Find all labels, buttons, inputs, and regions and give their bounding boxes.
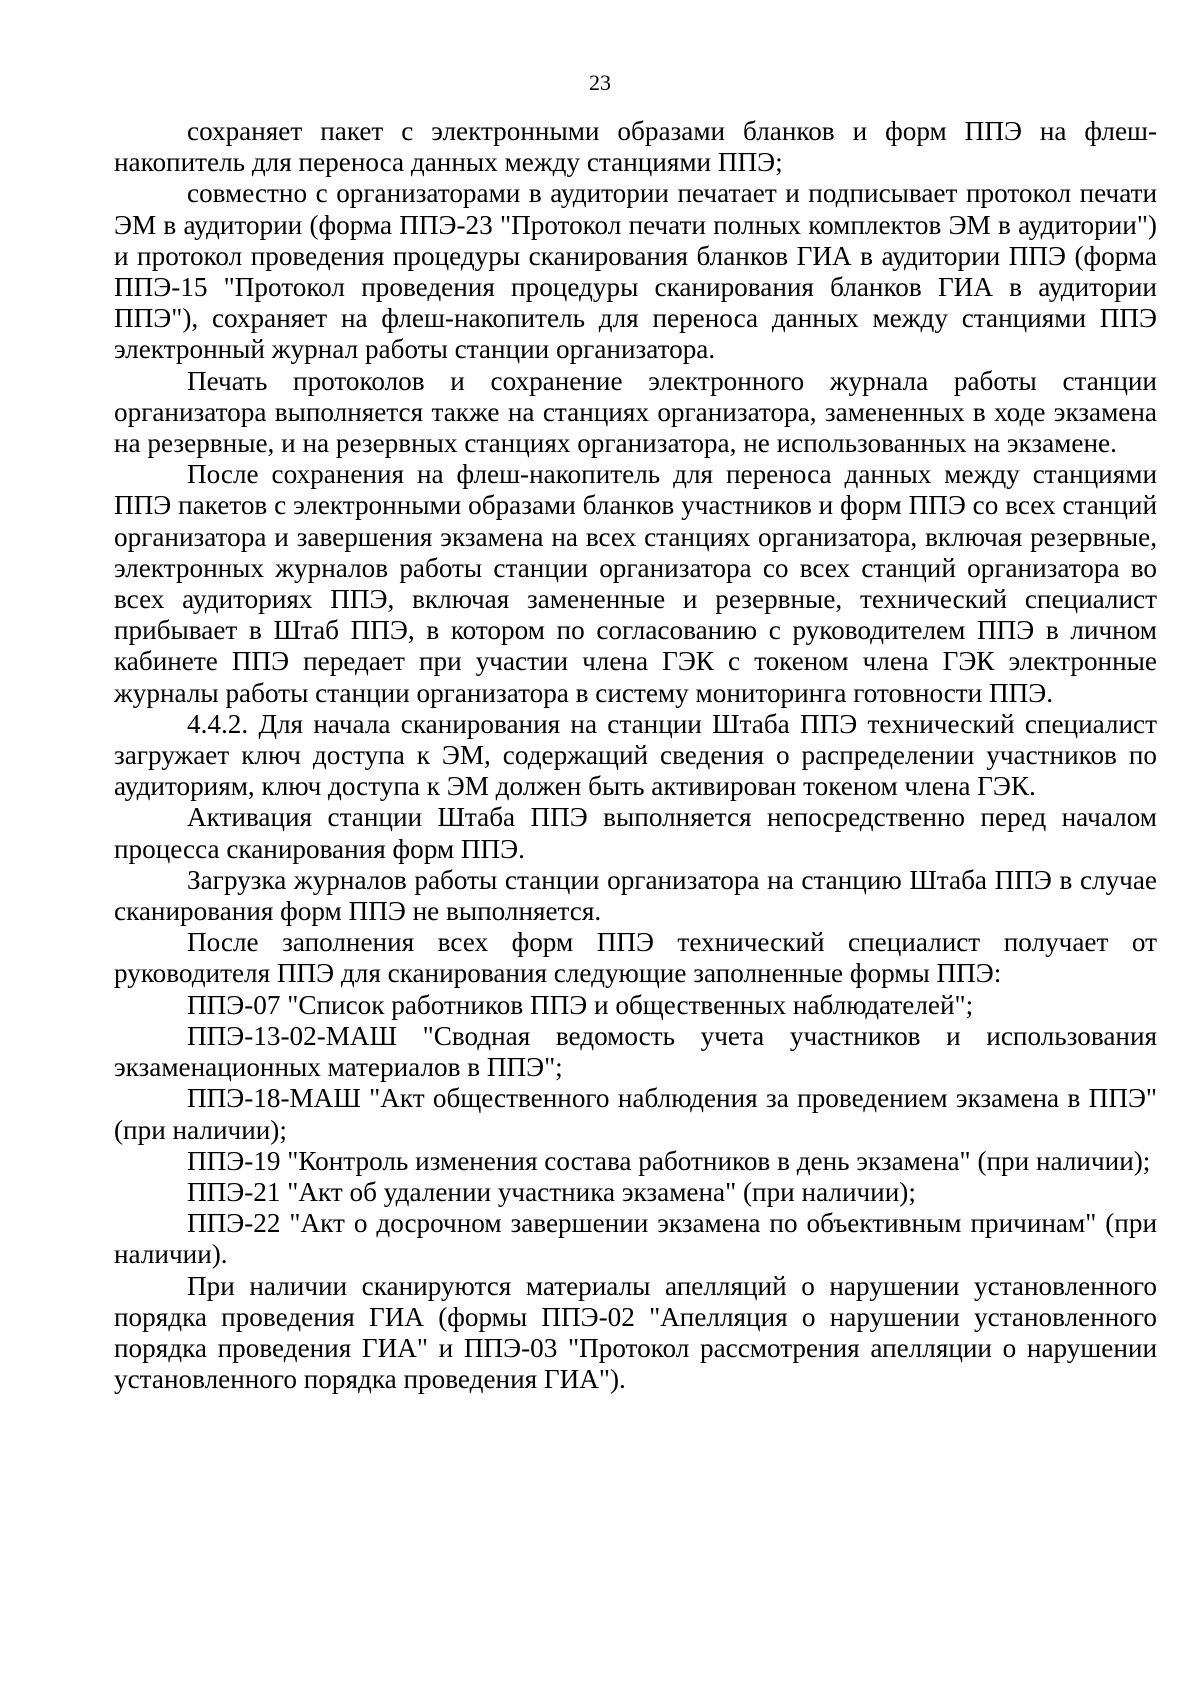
paragraph-save-package: сохраняет пакет с электронными образами бланков и форм ППЭ на флеш-накопитель для переноса данных между станциями ППЭ; xyxy=(114,116,1157,178)
form-item-ppe-18: ППЭ-18-МАШ "Акт общественного наблюдения за проведением экзамена в ППЭ" (при наличии); xyxy=(114,1083,1157,1145)
form-item-ppe-22: ППЭ-22 "Акт о досрочном завершении экзамена по объективным причинам" (при наличии). xyxy=(114,1208,1157,1270)
paragraph-appeals: При наличии сканируются материалы апелляций о нарушении установленного порядка проведения ГИА (формы ППЭ-02 "Апелляция о нарушении установленного порядка проведения ГИА" и ППЭ-03 "Протокол рассмотрения апелляции о нарушении установленного порядка проведения ГИА"). xyxy=(114,1270,1157,1395)
form-item-ppe-13-02: ППЭ-13-02-МАШ "Сводная ведомость учета участников и использования экзаменационных материалов в ППЭ"; xyxy=(114,1020,1157,1083)
form-item-ppe-19: ППЭ-19 "Контроль изменения состава работников в день экзамена" (при наличии); xyxy=(187,1145,1151,1176)
paragraph-after-saving: После сохранения на флеш-накопитель для переноса данных между станциями ППЭ пакетов с электронными образами бланков участников и форм ППЭ со всех станций организатора и завершения экзамена на всех станциях организатора, включая резервные, электронных журналов работы станции организатора со всех станций организатора во всех аудиториях ППЭ, включая замененные и резервные, технический специалист прибывает в Штаб ППЭ, в котором по согласованию с руководителем ППЭ в личном кабинете ППЭ передает при участии члена ГЭК с токеном члена ГЭК электронные журналы работы станции организатора в систему мониторинга готовности ППЭ. xyxy=(114,459,1157,708)
paragraph-print-protocols: совместно с организаторами в аудитории печатает и подписывает протокол печати ЭМ в аудитории (форма ППЭ-23 "Протокол печати полных комплектов ЭМ в аудитории") и протокол проведения процедуры сканирования бланков ГИА в аудитории ППЭ (форма ППЭ-15 "Протокол проведения процедуры сканирования бланков ГИА в аудитории ППЭ"), сохраняет на флеш-накопитель для переноса данных между станциями ППЭ электронный журнал работы станции организатора. xyxy=(114,178,1157,365)
paragraph-forms-intro: После заполнения всех форм ППЭ технический специалист получает от руководителя ППЭ для сканирования следующие заполненные формы ППЭ: xyxy=(114,927,1157,989)
paragraph-journal-loading: Загрузка журналов работы станции организатора на станцию Штаба ППЭ в случае сканирования форм ППЭ не выполняется. xyxy=(114,864,1157,927)
form-item-ppe-21: ППЭ-21 "Акт об удалении участника экзамена" (при наличии); xyxy=(187,1176,916,1207)
page-body xyxy=(114,116,1157,1395)
paragraph-activation: Активация станции Штаба ППЭ выполняется непосредственно перед началом процесса сканирования форм ППЭ. xyxy=(114,802,1157,864)
form-item-ppe-07: ППЭ-07 "Список работников ППЭ и общественных наблюдателей"; xyxy=(187,989,974,1020)
paragraph-reserve-stations: Печать протоколов и сохранение электронного журнала работы станции организатора выполняется также на станциях организатора, замененных в ходе экзамена на резервные, и на резервных станциях организатора, не использованных на экзамене. xyxy=(114,365,1157,459)
page-number: 23 xyxy=(589,70,611,95)
paragraph-4-4-2: 4.4.2. Для начала сканирования на станции Штаба ППЭ технический специалист загружает ключ доступа к ЭМ, содержащий сведения о распределении участников по аудиториям, ключ доступа к ЭМ должен быть активирован токеном члена ГЭК. xyxy=(114,708,1157,802)
